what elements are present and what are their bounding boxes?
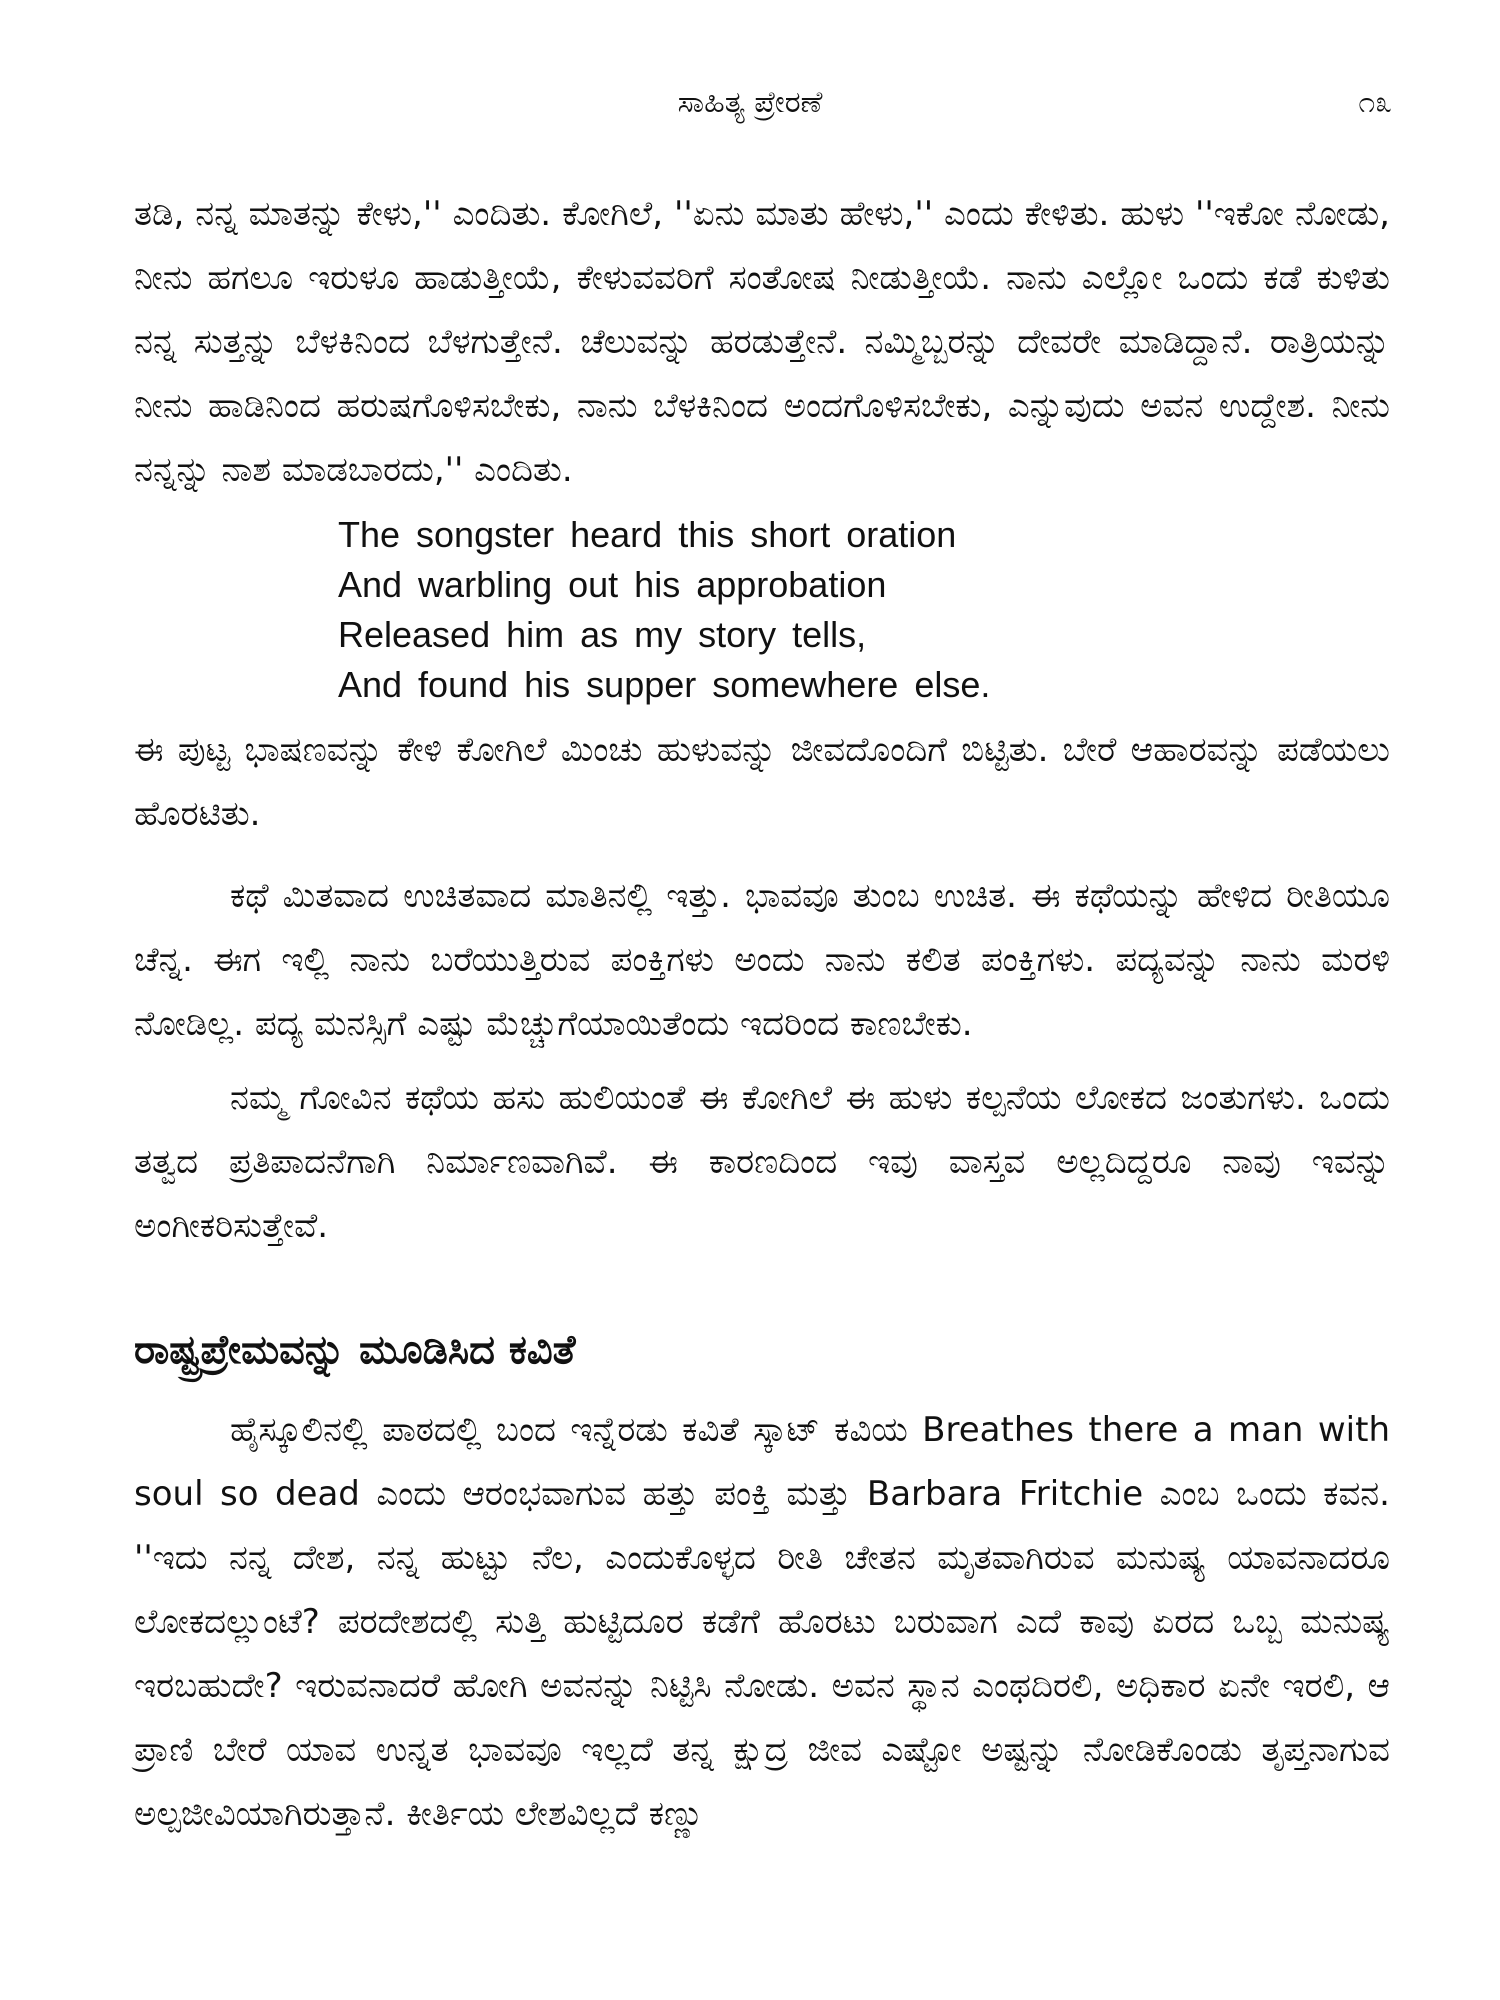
section-heading: ರಾಷ್ಟ್ರಪ್ರೇಮವನ್ನು ಮೂಡಿಸಿದ ಕವಿತೆ [134, 1327, 576, 1373]
paragraph-3: ಕಥೆ ಮಿತವಾದ ಉಚಿತವಾದ ಮಾತಿನಲ್ಲಿ ಇತ್ತು. ಭಾವವೂ ತುಂಬ ಉಚಿತ. ಈ ಕಥೆಯನ್ನು ಹೇಳಿದ ರೀತಿಯೂ ಚೆನ್ನ. ಈಗ ಇಲ್ಲಿ ನಾನು ಬರೆಯುತ್ತಿರುವ ಪಂಕ್ತಿಗಳು ಅಂದು ನಾನು ಕಲಿತ ಪಂಕ್ತಿಗಳು. ಪದ್ಯವನ್ನು ನಾನು ಮರಳಿ ನೋಡಿಲ್ಲ. ಪದ್ಯ ಮನಸ್ಸಿಗೆ ಎಷ್ಟು ಮೆಚ್ಚುಗೆಯಾಯಿತೆಂದು ಇದರಿಂದ ಕಾಣಬೇಕು. [134, 876, 1390, 1044]
spacer [134, 846, 1390, 864]
spacer [134, 1258, 1390, 1320]
page-content [134, 182, 1390, 1846]
spacer [134, 1056, 1390, 1066]
paragraph-1: ತಡಿ, ನನ್ನ ಮಾತನ್ನು ಕೇಳು,'' ಎಂದಿತು. ಕೋಗಿಲೆ, ''ಏನು ಮಾತು ಹೇಳು,'' ಎಂದು ಕೇಳಿತು. ಹುಳು ''ಇಕೋ ನೋಡು, ನೀನು ಹಗಲೂ ಇರುಳೂ ಹಾಡುತ್ತೀಯೆ, ಕೇಳುವವರಿಗೆ ಸಂತೋಷ ನೀಡುತ್ತೀಯೆ. ನಾನು ಎಲ್ಲೋ ಒಂದು ಕಡೆ ಕುಳಿತು ನನ್ನ ಸುತ್ತನ್ನು ಬೆಳಕಿನಿಂದ ಬೆಳಗುತ್ತೇನೆ. ಚೆಲುವನ್ನು ಹರಡುತ್ತೇನೆ. ನಮ್ಮಿಬ್ಬರನ್ನು ದೇವರೇ ಮಾಡಿದ್ದಾನೆ. ರಾತ್ರಿಯನ್ನು ನೀನು ಹಾಡಿನಿಂದ ಹರುಷಗೊಳಿಸಬೇಕು, ನಾನು ಬೆಳಕಿನಿಂದ ಅಂದಗೊಳಿಸಬೇಕು, ಎನ್ನುವುದು ಅವನ ಉದ್ದೇಶ. ನೀನು ನನ್ನನ್ನು ನಾಶ ಮಾಡಬಾರದು,'' ಎಂದಿತು. [134, 194, 1390, 490]
english-poem [338, 510, 1390, 710]
poem-line-1: The songster heard this short oration [338, 514, 957, 555]
page-number: ೧೩ [1358, 85, 1392, 120]
spacer [134, 1380, 1390, 1398]
poem-line-4: And found his supper somewhere else. [338, 664, 991, 705]
paragraph-4: ನಮ್ಮ ಗೋವಿನ ಕಥೆಯ ಹಸು ಹುಲಿಯಂತೆ ಈ ಕೋಗಿಲೆ ಈ ಹುಳು ಕಲ್ಪನೆಯ ಲೋಕದ ಜಂತುಗಳು. ಒಂದು ತತ್ವದ ಪ್ರತಿಪಾದನೆಗಾಗಿ ನಿರ್ಮಾಣವಾಗಿವೆ. ಈ ಕಾರಣದಿಂದ ಇವು ವಾಸ್ತವ ಅಲ್ಲದಿದ್ದರೂ ನಾವು ಇವನ್ನು ಅಂಗೀಕರಿಸುತ್ತೇವೆ. [134, 1078, 1390, 1246]
paragraph-2: ಈ ಪುಟ್ಟ ಭಾಷಣವನ್ನು ಕೇಳಿ ಕೋಗಿಲೆ ಮಿಂಚು ಹುಳುವನ್ನು ಜೀವದೊಂದಿಗೆ ಬಿಟ್ಟಿತು. ಬೇರೆ ಆಹಾರವನ್ನು ಪಡೆಯಲು ಹೊರಟಿತು. [134, 730, 1390, 834]
running-header-title: ಸಾಹಿತ್ಯ ಪ್ರೇರಣೆ [677, 85, 823, 120]
poem-line-2: And warbling out his approbation [338, 564, 887, 605]
paragraph-5: ಹೈಸ್ಕೂಲಿನಲ್ಲಿ ಪಾಠದಲ್ಲಿ ಬಂದ ಇನ್ನೆರಡು ಕವಿತೆ ಸ್ಕಾಟ್ ಕವಿಯ Breathes there a man with soul so dead ಎಂದು ಆರಂಭವಾಗುವ ಹತ್ತು ಪಂಕ್ತಿ ಮತ್ತು Barbara Fritchie ಎಂಬ ಒಂದು ಕವನ. ''ಇದು ನನ್ನ ದೇಶ, ನನ್ನ ಹುಟ್ಟು ನೆಲ, ಎಂದುಕೊಳ್ಳದ ರೀತಿ ಚೇತನ ಮೃತವಾಗಿರುವ ಮನುಷ್ಯ ಯಾವನಾದರೂ ಲೋಕದಲ್ಲುಂಟೆ? ಪರದೇಶದಲ್ಲಿ ಸುತ್ತಿ ಹುಟ್ಟಿದೂರ ಕಡೆಗೆ ಹೊರಟು ಬರುವಾಗ ಎದೆ ಕಾವು ಏರದ ಒಬ್ಬ ಮನುಷ್ಯ ಇರಬಹುದೇ? ಇರುವನಾದರೆ ಹೋಗಿ ಅವನನ್ನು ನಿಟ್ಟಿಸಿ ನೋಡು. ಅವನ ಸ್ಥಾನ ಎಂಥದಿರಲಿ, ಅಧಿಕಾರ ಏನೇ ಇರಲಿ, ಆ ಪ್ರಾಣಿ ಬೇರೆ ಯಾವ ಉನ್ನತ ಭಾವವೂ ಇಲ್ಲದೆ ತನ್ನ ಕ್ಷುದ್ರ ಜೀವ ಎಷ್ಟೋ ಅಷ್ಟನ್ನು ನೋಡಿಕೊಂಡು ತೃಪ್ತನಾಗುವ ಅಲ್ಪಜೀವಿಯಾಗಿರುತ್ತಾನೆ. ಕೀರ್ತಿಯ ಲೇಶವಿಲ್ಲದೆ ಕಣ್ಣು [134, 1410, 1390, 1834]
poem-line-3: Released him as my story tells, [338, 614, 867, 655]
